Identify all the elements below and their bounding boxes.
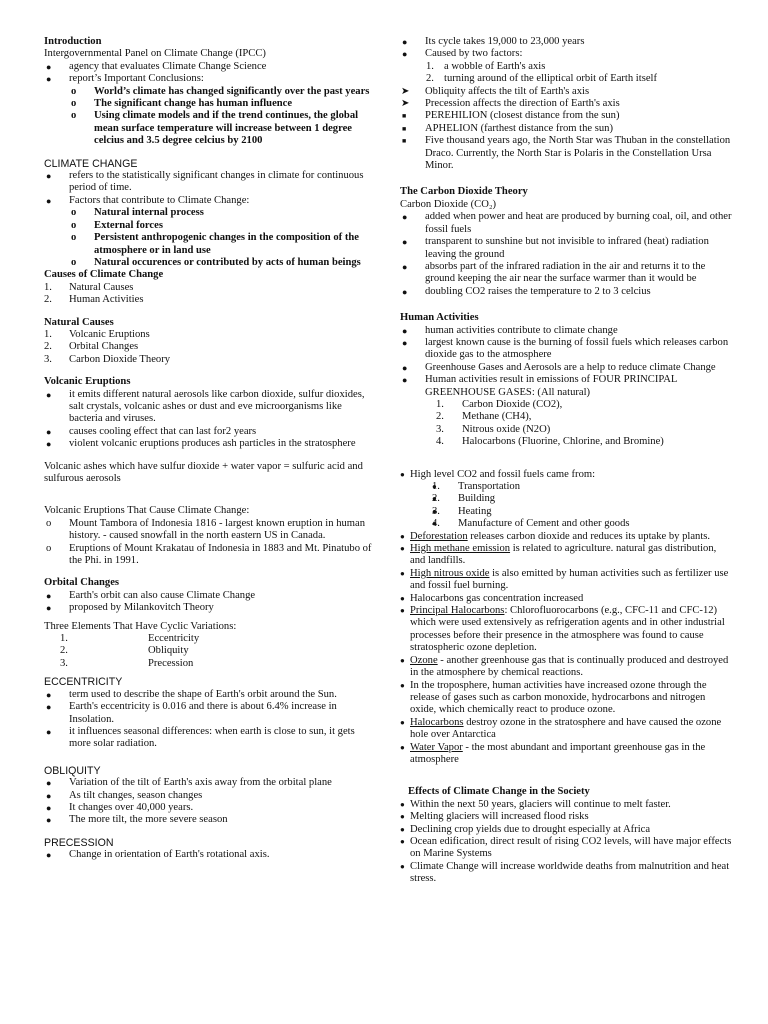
effects-heading: Effects of Climate Change in the Society [408,786,590,798]
list-item: ● transparent to sunshine but not invisible to infrared (heat) radiation leaving the ground [400,236,732,261]
list-item: ● Water Vapor - the most abundant and important greenhouse gas in the atmosphere [400,742,732,767]
eruptions-heading: Volcanic Eruptions That Cause Climate Change: [44,505,250,517]
list-item: ● it emits different natural aerosols like carbon dioxide, sulfur dioxides, salt crystals, volcanic ashes or dust and eve microorganisms like bacteria and viruses. [44,389,374,426]
list-item: ➤ Precession affects the direction of Earth's axis [400,98,732,110]
list-item: ■ Five thousand years ago, the North Star was Thuban in the constellation Draco. Currently, the North Star is Polaris in the Constellation Ursa Minor. [400,135,732,172]
co2-heading: The Carbon Dioxide Theory [400,186,528,198]
causes-heading: Causes of Climate Change [44,269,164,281]
left-column [44,36,374,862]
list-item: 3. Nitrous oxide (N2O) [436,423,551,435]
list-item: ● High methane emission is related to agriculture. natural gas distribution, and landfills. [400,543,732,568]
list-item: 2. turning around of the elliptical orbit of Earth itself [426,73,657,85]
precession-heading: PRECESSION [44,836,114,849]
list-item: ● Principal Halocarbons: Chlorofluorocarbons (e.g., CFC-11 and CFC-12) which were used extensively as refrigeration agents and in other industrial processes before their presence in the atmosphere was found to cause stratospheric ozone depletion. [400,605,732,655]
list-item: ● human activities contribute to climate change [400,325,732,337]
list-item: ● Greenhouse Gases and Aerosols are a help to reduce climate Change [400,362,732,374]
list-item: ● Change in orientation of Earth's rotational axis. [44,849,374,861]
list-item: o Mount Tambora of Indonesia 1816 - largest known eruption in human history. - caused snowfall in the north eastern US in Canada. [44,518,374,543]
list-item: o External forces [69,220,374,232]
right-column [400,36,732,886]
list-item: ● Climate Change will increase worldwide deaths from malnutrition and heat stress. [400,861,732,886]
intro-heading: Introduction [44,36,102,47]
list-item: ● 3. Heating [432,506,732,518]
list-item: ● Halocarbons gas concentration increased [400,593,732,605]
list-item: 1. Carbon Dioxide (CO2), [436,398,563,410]
list-item: o Eruptions of Mount Krakatau of Indonesia in 1883 and Mt. Pinatubo of the Phi. in 1991. [44,543,374,568]
list-item: ■ PEREHILION (closest distance from the sun) [400,110,732,122]
volcanic-heading: Volcanic Eruptions [44,376,131,388]
list-item: ● added when power and heat are produced by burning coal, oil, and other fossil fuels [400,211,732,236]
list-item: ● Declining crop yields due to drought especially at Africa [400,824,732,836]
list-item: 3. Precession [60,657,194,669]
list-item: ● The more tilt, the more severe season [44,814,374,826]
list-item: ● Caused by two factors: [400,48,732,60]
list-item: ➤ Obliquity affects the tilt of Earth's axis [400,86,732,98]
list-item: ● causes cooling effect that can last for2 years [44,426,374,438]
list-item: ● Its cycle takes 19,000 to 23,000 years [400,36,732,48]
list-item: o Using climate models and if the trend continues, the global mean surface temperature will increase between 1 degree celcius and 3.5 degree celcius by 2100 [69,110,374,147]
list-item: 2. Human Activities [44,294,144,306]
eccentricity-heading: ECCENTRICITY [44,676,123,689]
list-item: ● Variation of the tilt of Earth's axis away from the orbital plane [44,777,374,789]
list-item: 2. Orbital Changes [44,341,139,353]
list-item: ● refers to the statistically significant changes in climate for continuous period of time. [44,170,374,195]
list-item: o The significant change has human influence [69,98,374,110]
list-item: 1. Eccentricity [60,633,200,645]
ash-note: Volcanic ashes which have sulfur dioxide + water vapor = sulfuric acid and sulfurous aerosols [44,460,363,484]
list-item: ● As tilt changes, season changes [44,790,374,802]
list-item: o Persistent anthropogenic changes in the composition of the atmosphere or in land use [69,232,374,257]
list-item: ● In the troposphere, human activities have increased ozone through the release of gases such as carbon monoxide, hydrocarbons and nitrogen oxide, which chemically react to produce ozone. [400,680,732,717]
list-item: ● largest known cause is the burning of fossil fuels which releases carbon dioxide gas to the atmosphere [400,337,732,362]
three-elements-heading: Three Elements That Have Cyclic Variations: [44,620,237,632]
list-item: ● Deforestation releases carbon dioxide and reduces its uptake by plants. [400,531,732,543]
list-item: ● Human activities result in emissions of FOUR PRINCIPAL GREENHOUSE GASES: (All natural) [400,374,732,399]
list-item: ● 2. Building [432,493,732,505]
list-item: 3. Carbon Dioxide Theory [44,353,171,365]
list-item: o World’s climate has changed significantly over the past years [69,86,374,98]
list-item: 1. Natural Causes [44,281,134,293]
list-item: ● Factors that contribute to Climate Change: [44,195,374,207]
list-item: ● it influences seasonal differences: when earth is close to sun, it gets more solar radiation. [44,726,374,751]
list-item: ● Ocean edification, direct result of rising CO2 levels, will have major effects on Marine Systems [400,836,732,861]
list-item: o Natural occurences or contributed by acts of human beings [69,257,374,269]
obliquity-heading: OBLIQUITY [44,764,101,777]
list-item: ● violent volcanic eruptions produces ash particles in the stratosphere [44,438,374,450]
climate-change-heading: CLIMATE CHANGE [44,157,138,170]
list-item: ● Earth's orbit can also cause Climate Change [44,590,374,602]
list-item: 1. Volcanic Eruptions [44,328,150,340]
list-item: ● It changes over 40,000 years. [44,802,374,814]
list-item: ● High level CO2 and fossil fuels came from: [400,469,732,481]
list-item: ● 1. Transportation [432,481,732,493]
list-item: 2. Methane (CH4), [436,411,532,423]
list-item: ● Halocarbons destroy ozone in the stratosphere and have caused the ozone hole over Antarctica [400,717,732,742]
ipcc-line: Intergovernmental Panel on Climate Change (IPCC) [44,48,266,60]
list-item: ● report’s Important Conclusions: [44,73,374,85]
list-item: ● proposed by Milankovitch Theory [44,602,374,614]
list-item: ● absorbs part of the infrared radiation in the air and returns it to the ground keeping the air near the surface warmer than it would be [400,261,732,286]
list-item: ● High nitrous oxide is also emitted by human activities such as fertilizer use and fossil fuel burning. [400,568,732,593]
list-item: ● Earth's eccentricity is 0.016 and there is about 6.4% increase in Insolation. [44,701,374,726]
list-item: ● agency that evaluates Climate Change Science [44,61,374,73]
list-item: ● doubling CO2 raises the temperature to 2 to 3 celcius [400,286,732,298]
natural-causes-heading: Natural Causes [44,316,114,328]
list-item: ● Ozone - another greenhouse gas that is continually produced and destroyed in the atmosphere by chemical reactions. [400,655,732,680]
list-item: o Natural internal process [69,207,374,219]
list-item: ■ APHELION (farthest distance from the sun) [400,123,732,135]
orbital-heading: Orbital Changes [44,577,120,589]
list-item: 1. a wobble of Earth's axis [426,60,546,72]
human-activities-heading: Human Activities [400,312,479,324]
list-item: ● 4. Manufacture of Cement and other goods [432,518,732,530]
list-item: 4. Halocarbons (Fluorine, Chlorine, and Bromine) [436,436,664,448]
list-item: ● Within the next 50 years, glaciers will continue to melt faster. [400,799,732,811]
list-item: 2. Obliquity [60,645,189,657]
co2-subheading: Carbon Dioxide (CO₂) [400,198,497,210]
list-item: ● Melting glaciers will increased flood risks [400,811,732,823]
list-item: ● term used to describe the shape of Earth's orbit around the Sun. [44,689,374,701]
